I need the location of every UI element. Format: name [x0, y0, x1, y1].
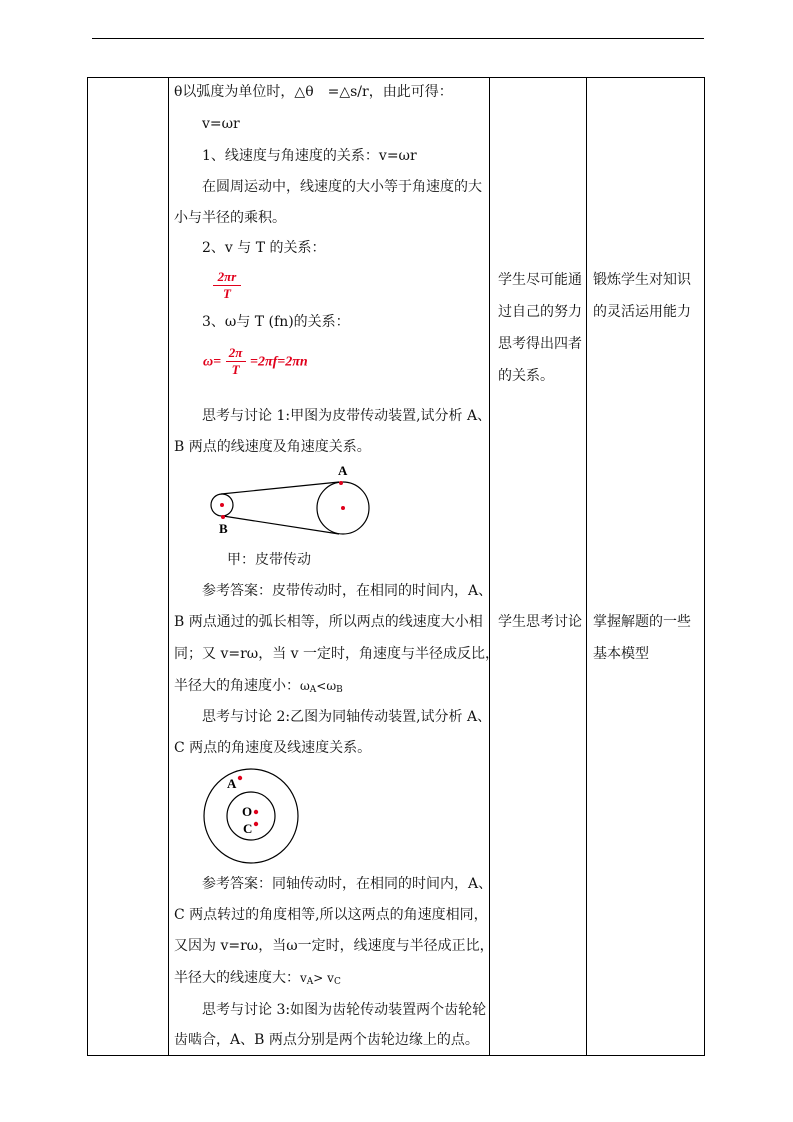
label-c: C	[243, 821, 253, 836]
label-a: A	[227, 776, 237, 791]
student-activity-line: 的关系。	[498, 368, 554, 384]
answer-2-cont: C 两点转过的角度相等,所以这两点的角速度相同，	[174, 907, 488, 923]
header-rule	[92, 38, 704, 39]
formula-omega-lhs: ω=	[203, 354, 222, 370]
figure-1-caption: 甲：皮带传动	[227, 552, 311, 568]
belt-bottom	[223, 516, 339, 534]
subscript-a: A	[306, 977, 314, 987]
less-than: <	[316, 679, 327, 693]
design-intent-1	[593, 264, 705, 328]
fraction-numerator: 2π	[228, 345, 243, 360]
formula-omega	[203, 346, 308, 377]
subscript-b: B	[336, 685, 343, 695]
fraction-denominator: T	[223, 286, 231, 301]
content-column	[169, 78, 500, 1056]
answer-1-text: 半径大的角速度小：	[174, 678, 300, 694]
omega-symbol: ω	[326, 679, 337, 693]
discussion-3: 思考与讨论 3:如图为齿轮传动装置两个齿轮轮	[202, 1002, 487, 1018]
fraction-numerator: 2πr	[217, 269, 237, 284]
discussion-2: 思考与讨论 2:乙图为同轴传动装置,试分析 A、	[202, 709, 492, 725]
greater-than: > v	[313, 971, 334, 985]
label-b: B	[219, 521, 228, 536]
answer-2-cont	[174, 968, 341, 992]
student-activity-line: 思考得出四者	[498, 336, 582, 352]
coaxial-drive-figure	[203, 766, 303, 866]
fraction-denominator: T	[231, 362, 240, 377]
content-line: θ以弧度为单位时，△θ =△s/r，由此可得：	[174, 84, 453, 100]
design-intent-line: 锻炼学生对知识	[593, 272, 691, 288]
discussion-1: 思考与讨论 1:甲图为皮带传动装置,试分析 A、	[202, 408, 492, 424]
design-intent-column	[587, 78, 705, 1056]
small-pulley-center	[220, 503, 224, 507]
subscript-c: C	[333, 977, 341, 987]
student-activity-line: 过自己的努力	[498, 304, 582, 320]
v-symbol: v	[300, 971, 307, 985]
student-activity-line: 学生思考讨论	[498, 614, 582, 630]
belt-top	[221, 482, 339, 494]
point-a	[339, 481, 343, 485]
belt-drive-figure	[199, 461, 379, 541]
answer-1-cont: B 两点通过的弧长相等，所以两点的线速度大小相	[174, 614, 483, 630]
relation-2: 2、v 与 T 的关系：	[202, 240, 326, 256]
formula-2pir-over-t	[213, 270, 241, 301]
relation-1-desc-cont: 小与半径的乘积。	[174, 210, 286, 226]
answer-1-cont	[174, 676, 343, 700]
answer-1-cont: 同；又 v=rω，当 v 一定时，角速度与半径成反比，	[174, 646, 500, 662]
student-activity-column	[490, 78, 587, 1056]
answer-2-text: 半径大的线速度大：	[174, 970, 300, 986]
design-intent-2	[593, 606, 705, 670]
stage-column	[88, 78, 169, 1056]
label-a: A	[338, 463, 348, 478]
answer-1: 参考答案：皮带传动时，在相同的时间内，A、	[202, 583, 493, 599]
design-intent-line: 掌握解题的一些	[593, 614, 691, 630]
point-b	[221, 515, 225, 519]
point-a	[238, 776, 242, 780]
formula-omega-rhs: =2πf=2πn	[250, 354, 308, 370]
student-activity-line: 学生尽可能通	[498, 272, 582, 288]
formula-v: v=ωr	[202, 116, 240, 132]
lesson-row	[88, 78, 705, 1056]
relation-1: 1、线速度与角速度的关系：v=ωr	[202, 148, 417, 164]
answer-2: 参考答案：同轴传动时，在相同的时间内，A、	[202, 876, 493, 892]
omega-symbol: ω	[300, 679, 310, 693]
relation-3: 3、ω与 T (fn)的关系：	[202, 314, 350, 330]
relation-1-desc: 在圆周运动中，线速度的大小等于角速度的大	[202, 179, 482, 195]
answer-2-cont: 又因为 v=rω，当ω一定时，线速度与半径成正比，	[174, 938, 494, 954]
label-o: O	[242, 804, 253, 819]
design-intent-line: 基本模型	[593, 646, 649, 662]
subscript-a: A	[309, 685, 317, 695]
design-intent-line: 的灵活运用能力	[593, 304, 691, 320]
discussion-1-cont: B 两点的线速度及角速度关系。	[174, 439, 371, 455]
lesson-table	[87, 77, 705, 1056]
discussion-3-cont: 齿啮合，A、B 两点分别是两个齿轮边缘上的点。	[174, 1032, 479, 1048]
point-c	[254, 822, 258, 826]
discussion-2-cont: C 两点的角速度及线速度关系。	[174, 740, 372, 756]
center-o	[254, 810, 258, 814]
large-pulley-center	[341, 506, 345, 510]
